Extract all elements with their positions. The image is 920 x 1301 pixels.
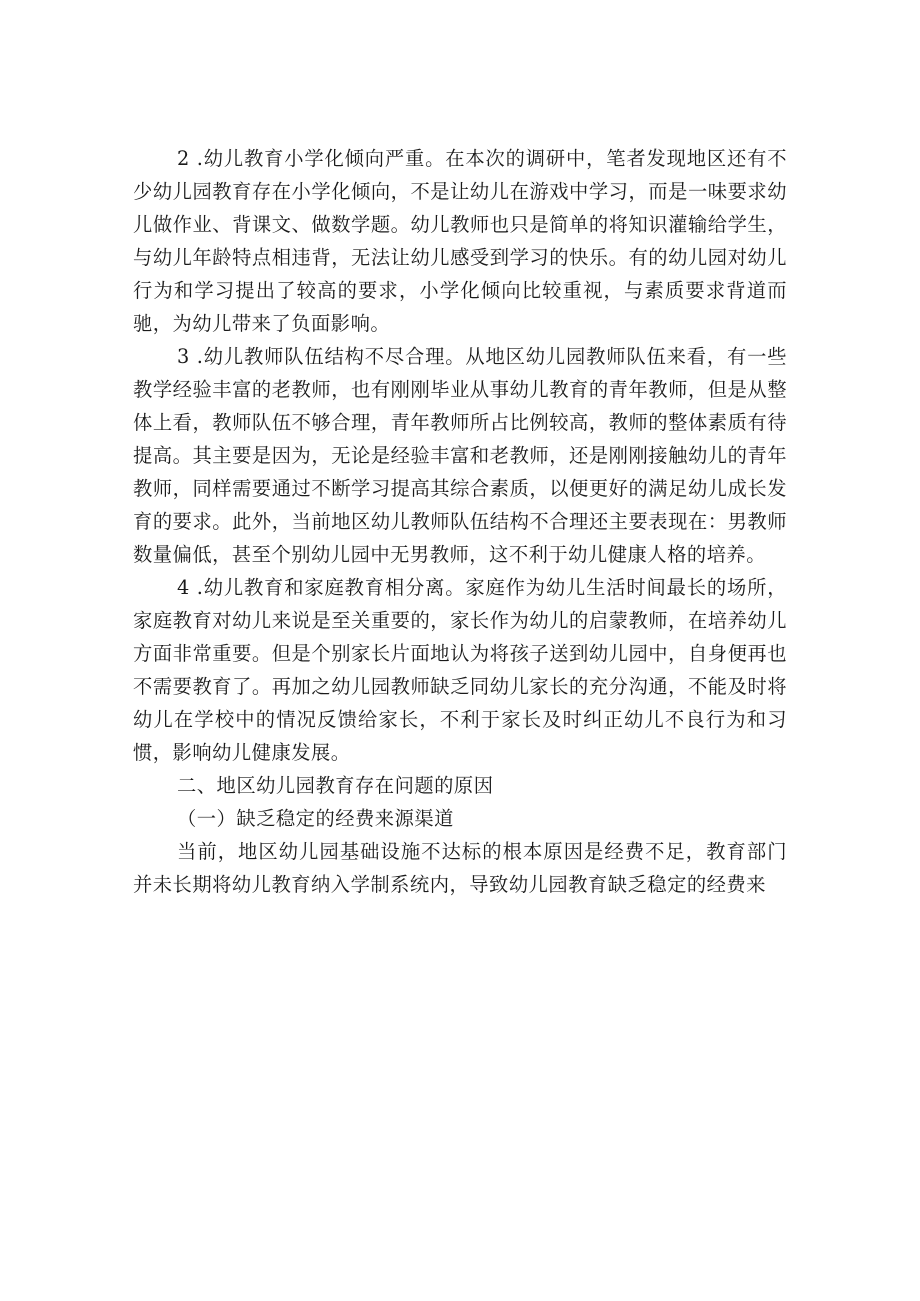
paragraph-point-2: 2 .幼儿教育小学化倾向严重。在本次的调研中，笔者发现地区还有不少幼儿园教育存在小学化倾向，不是让幼儿在游戏中学习，而是一味要求幼儿做作业、背课文、做数学题。幼儿教师也只是简单的将知识灌输给学生，与幼儿年龄特点相违背，无法让幼儿感受到学习的快乐。有的幼儿园对幼儿行为和学习提出了较高的要求，小学化倾向比较重视，与素质要求背道而驰，为幼儿带来了负面影响。	[133, 147, 787, 335]
document-body	[133, 142, 787, 901]
subsection-heading: （一）缺乏稳定的经费来源渠道	[177, 807, 454, 830]
section-heading: 二、地区幼儿园教育存在问题的原因	[177, 774, 494, 797]
paragraph-point-4: 4 .幼儿教育和家庭教育相分离。家庭作为幼儿生活时间最长的场所，家庭教育对幼儿来说是至关重要的，家长作为幼儿的启蒙教师，在培养幼儿方面非常重要。但是个别家长片面地认为将孩子送到幼儿园中，自身便再也不需要教育了。再加之幼儿园教师缺乏同幼儿家长的充分沟通，不能及时将幼儿在学校中的情况反馈给家长，不利于家长及时纠正幼儿不良行为和习惯，影响幼儿健康发展。	[133, 576, 787, 764]
paragraph-funding: 当前，地区幼儿园基础设施不达标的根本原因是经费不足，教育部门并未长期将幼儿教育纳入学制系统内，导致幼儿园教育缺乏稳定的经费来	[133, 840, 787, 896]
paragraph-point-3: 3 .幼儿教师队伍结构不尽合理。从地区幼儿园教师队伍来看，有一些教学经验丰富的老教师，也有刚刚毕业从事幼儿教育的青年教师，但是从整体上看，教师队伍不够合理，青年教师所占比例较高，教师的整体素质有待提高。其主要是因为，无论是经验丰富和老教师，还是刚刚接触幼儿的青年教师，同样需要通过不断学习提高其综合素质，以便更好的满足幼儿成长发育的要求。此外，当前地区幼儿教师队伍结构不合理还主要表现在：男教师数量偏低，甚至个别幼儿园中无男教师，这不利于幼儿健康人格的培养。	[133, 345, 787, 566]
